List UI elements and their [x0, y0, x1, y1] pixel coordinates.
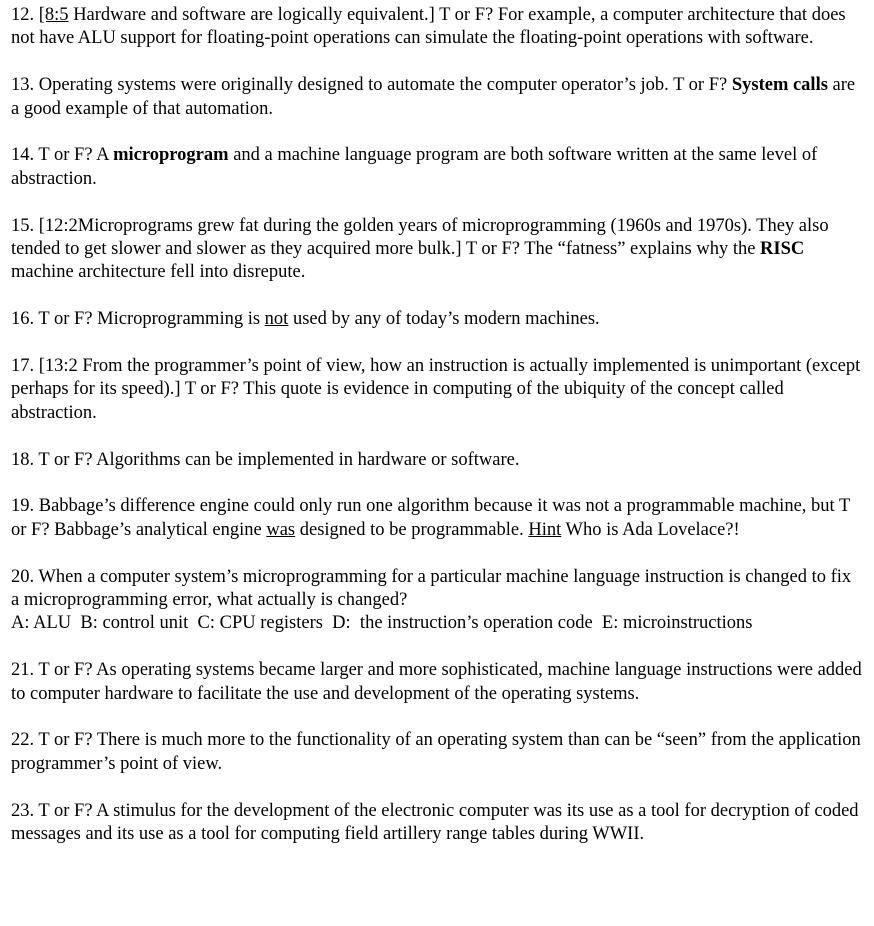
bold-term: microprogram — [113, 145, 229, 166]
question-text: 20. When a computer system’s microprogramming for a particular machine language instruction is changed to fix a microprogramming error, what actually is changed? — [11, 566, 852, 611]
question-text: 14. T or F? A — [11, 145, 114, 166]
answer-options: A: ALU B: control unit C: CPU registers D: the instruction’s operation code E: microinstructions — [11, 613, 753, 634]
question-22 — [11, 729, 863, 776]
question-20 — [11, 566, 863, 636]
question-23 — [11, 800, 863, 847]
question-text: 16. T or F? Microprogramming is — [11, 309, 265, 330]
underlined-word: Hint — [528, 519, 562, 540]
question-number: 12. — [11, 5, 35, 25]
question-text: designed to be programmable. — [295, 519, 529, 540]
question-18 — [11, 449, 863, 472]
reference-link[interactable]: [8:5 — [38, 5, 69, 25]
question-text: 23. T or F? A stimulus for the development of the electronic computer was its use as a tool for decryption of coded messages and its use as a tool for computing field artillery range tables during WWII. — [11, 800, 859, 845]
question-21 — [11, 659, 863, 706]
bold-term: System calls — [731, 75, 828, 96]
question-17 — [11, 355, 863, 425]
underlined-word: was — [266, 519, 296, 540]
question-text: 15. [12:2Microprograms grew fat during the golden years of microprogramming (1960s and 1970s). They also tended to get slower and slower as they acquired more bulk.] T or F? The “fatness” explains why the — [11, 215, 829, 260]
question-text: 21. T or F? As operating systems became larger and more sophisticated, machine language instructions were added to computer hardware to facilitate the use and development of the operating systems. — [11, 660, 862, 704]
question-12 — [11, 4, 863, 51]
question-text: machine architecture fell into disrepute. — [11, 262, 306, 283]
question-text: and a machine language program are both software written at the same level of abstraction. — [11, 145, 818, 189]
question-text: used by any of today’s modern machines. — [288, 309, 600, 330]
question-text: 13. Operating systems were originally designed to automate the computer operator’s job. T or F? — [11, 75, 732, 96]
question-16 — [11, 308, 863, 331]
question-text: Hardware and software are logically equivalent.] T or F? For example, a computer architecture that does not have ALU support for floating-point operations can simulate the floating-point operations with software. — [11, 5, 846, 49]
question-13 — [11, 74, 863, 121]
underlined-word: not — [264, 309, 289, 330]
question-text: Who is Ada Lovelace?! — [561, 519, 740, 540]
question-text: are a good example of that automation. — [11, 75, 856, 119]
question-text: 19. Babbage’s difference engine could only run one algorithm because it was not a programmable machine, but T or F? Babbage’s analytical engine — [11, 496, 850, 540]
question-19 — [11, 495, 863, 542]
question-text: 17. [13:2 From the programmer’s point of view, how an instruction is actually implemented is unimportant (except perhaps for its speed).] T or F? This quote is evidence in computing of the ubiquity of the concept called abstraction. — [11, 356, 861, 423]
question-text: 18. T or F? Algorithms can be implemented in hardware or software. — [11, 449, 520, 470]
question-14 — [11, 144, 863, 191]
bold-term: RISC — [760, 239, 805, 260]
question-15 — [11, 215, 863, 285]
question-text: 22. T or F? There is much more to the functionality of an operating system than can be “seen” from the application programmer’s point of view. — [11, 730, 861, 774]
